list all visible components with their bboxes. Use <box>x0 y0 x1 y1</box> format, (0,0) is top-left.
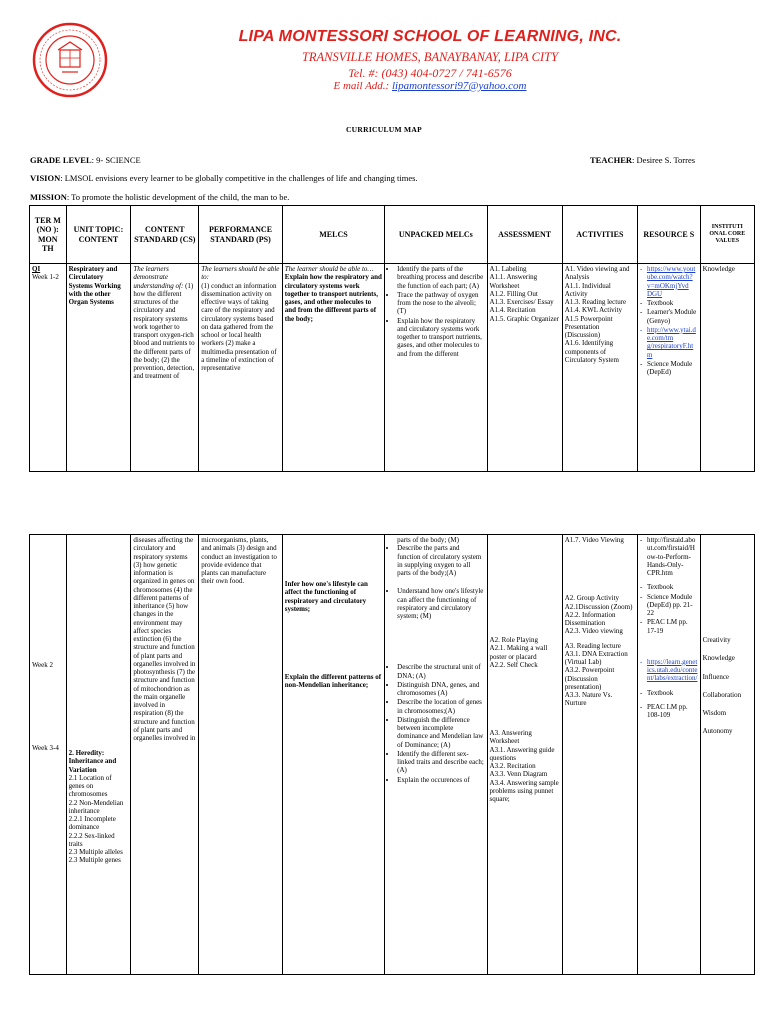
col-unpacked: UNPACKED MELCs <box>385 206 487 264</box>
list-item: - Textbook <box>640 583 698 591</box>
content-cell: diseases affecting the circulatory and respiratory systems (3) how genetic information is organized in genes on chromosomes (4) the different patterns of inheritance (5) how changes in the environment may affect species extinction (6) the structure and function of plant parts and organelles involved in photosynthesis (7) the structure and function of mitochondrion as the main organelle involved in respiration (8) the structure and function of plant parts and organelles involved in <box>131 535 199 975</box>
performance-cell <box>199 264 283 472</box>
list-item: A3.2. Powerpoint (Discussion presentation) <box>564 666 615 691</box>
list-item: A3. Reading lecture <box>564 641 621 650</box>
col-melcs: MELCS <box>282 206 384 264</box>
school-name: LIPA MONTESSORI SCHOOL OF LEARNING, INC. <box>238 28 622 45</box>
list-item: - http://firstaid.about.com/firstaid/How-to-Perform-Hands-Only-CPR.htm <box>640 536 698 577</box>
list-item: A3.3. Nature Vs. Nurture <box>564 691 613 708</box>
melcs-lifestyle: Infer how one's lifestyle can affect the functioning of respiratory and circulatory systems; <box>284 580 368 613</box>
list-item: A3.4. Answering sample problems using punnet square; <box>489 778 559 803</box>
header-row <box>30 206 755 264</box>
teacher-label: TEACHER <box>590 155 633 165</box>
list-item: A2.1. Making a wall poster or placard <box>489 644 548 661</box>
list-item: A1.4. KWL Activity <box>564 306 623 315</box>
list-item: A3. Answering Worksheet <box>489 729 532 746</box>
list-item: • Describe the location of genes in chromosomes;(A) <box>397 698 484 715</box>
col-activities: ACTIVITIES <box>562 206 637 264</box>
grade-level-value: : 9- SCIENCE <box>91 155 141 165</box>
unpacked-list-a <box>387 544 484 620</box>
list-item: - Learner's Module (Genyo) <box>640 308 698 325</box>
list-item: • Distinguish the difference between incomplete dominance and Mendelian law of Dominance; (A) <box>397 716 484 749</box>
core-value: Influence <box>702 672 730 681</box>
list-item: A1.4. Recitation <box>489 306 536 315</box>
list-item: • Identify the different sex-linked traits and describe each; (A) <box>397 750 484 775</box>
assessment-cell <box>487 535 562 975</box>
assessment-cell <box>487 264 562 472</box>
melcs-inheritance: Explain the different patterns of non-Mendelian inheritance; <box>284 673 382 690</box>
table-row <box>30 535 755 975</box>
list-item: A3.1. DNA Extraction (Virtual Lab) <box>564 649 628 666</box>
unpacked-continuation: parts of the body; (M) <box>397 536 459 544</box>
core-value: Autonomy <box>702 727 733 736</box>
grade-level <box>30 155 141 165</box>
unpacked-list-b <box>387 663 484 784</box>
core-value: Knowledge <box>702 654 735 663</box>
melcs-body: Explain how the respiratory and circulatory systems work together to transport nutrients, gases, and other molecules to and from the different parts of the body; <box>284 273 382 323</box>
content-lead: The learners demonstrate understanding of: <box>133 265 184 290</box>
school-email-line <box>140 80 720 92</box>
resource-link[interactable]: - https://www.youtube.com/watch?v=mOKmjYvd DGU <box>640 265 698 298</box>
list-item: A1. Video viewing and Analysis <box>564 265 630 282</box>
melcs-cell <box>282 535 384 975</box>
list-item: A1. Labeling <box>489 265 527 273</box>
list-item: 2.2.1 Incomplete dominance <box>68 815 116 832</box>
list-item: A2. Role Playing <box>489 636 538 644</box>
list-item: 2.2 Non-Mendelian inheritance <box>68 798 124 815</box>
list-item: • Explain how the respiratory and circulatory systems work together to transport nutrients, gases, and other molecules to and from the different <box>397 317 484 358</box>
resources-cell <box>637 264 700 472</box>
list-item: • Understand how one's lifestyle can affect the functioning of respiratory and circulatory system; (M) <box>397 587 484 620</box>
list-item: • Identify the parts of the breathing process and describe the function of each part; (A) <box>397 265 484 290</box>
unpacked-cell <box>385 264 487 472</box>
content-cell <box>131 264 199 472</box>
resources-list-b <box>640 658 698 720</box>
unpacked-cell <box>385 535 487 975</box>
list-item: 2.1 Location of genes on chromosomes <box>68 773 112 799</box>
page-gap <box>0 482 768 506</box>
document-title: CURRICULUM MAP <box>345 125 423 134</box>
list-item: A1.3. Exercises/ Essay <box>489 298 554 306</box>
curriculum-table-page-1 <box>29 205 755 472</box>
email-label: E mail Add.: <box>333 80 390 92</box>
list-item: 2.3 Multiple alleles <box>68 848 123 856</box>
school-telephone: Tel. #: (043) 404-0727 / 741-6576 <box>348 66 512 80</box>
resource-link[interactable]: - http://www.ytai.de.com/tm g/respiratoryF.htm <box>640 326 698 359</box>
resources-list-a <box>640 536 698 635</box>
resources-cell <box>637 535 700 975</box>
list-item: A2.2. Information Dissemination <box>564 610 616 627</box>
list-item: 2.3 Multiple genes <box>68 856 121 865</box>
core-value: Creativity <box>702 636 731 644</box>
col-content: CONTENT STANDARD (CS) <box>131 206 199 264</box>
performance-body: (1) conduct an information dissemination activity on effective ways of taking care of the respiratory and circulatory systems based on data gathered from the school or local health workers (2) make a multimedia presentation of a timeline of extinction of representative <box>201 281 277 372</box>
list-item: A1.1. Individual Activity <box>564 281 611 298</box>
teacher <box>590 155 695 165</box>
term-week: Week 1-2 <box>32 273 59 282</box>
list-item: A1.5. Graphic Organizer <box>489 314 559 323</box>
term-week-3-4: Week 3-4 <box>32 744 59 753</box>
values-cell <box>700 535 754 975</box>
mission-label: MISSION <box>30 192 67 202</box>
resource-link[interactable]: - https://learn.genetics.utah.edu/content/labs/extraction/ <box>640 658 698 683</box>
values-cell: Knowledge <box>700 264 754 472</box>
list-item: - Science Module (DepEd) pp. 21-22 <box>640 593 698 618</box>
school-address: TRANSVILLE HOMES, BANAYBANAY, LIPA CITY <box>301 50 559 64</box>
col-term: TER M (NO ): MON TH <box>30 206 67 264</box>
term-week-2: Week 2 <box>32 661 54 669</box>
term-cell <box>30 264 67 472</box>
list-item: • Trace the pathway of oxygen from the nose to the alveoli; (T) <box>397 291 484 316</box>
list-item: A1.3. Reading lecture <box>564 298 627 306</box>
vision <box>30 173 418 183</box>
mission-value: : To promote the holistic development of the child, the man to be. <box>66 192 290 202</box>
mission <box>30 192 289 202</box>
list-item: - Textbook <box>640 299 698 307</box>
list-item: A2.3. Video viewing <box>564 627 623 636</box>
activities-cell <box>562 264 637 472</box>
list-item: A3.2. Recitation <box>489 762 536 770</box>
core-value: Collaboration <box>702 690 742 699</box>
list-item: A1.5 Powerpoint Presentation (Discussion) <box>564 314 613 339</box>
list-item: A1.7. Video Viewing <box>564 536 624 544</box>
list-item: - Textbook <box>640 689 698 697</box>
melcs-cell <box>282 264 384 472</box>
list-item: • Describe the parts and function of circulatory system in supplying oxygen to all parts of the body;(A) <box>397 544 484 577</box>
school-logo <box>32 22 108 98</box>
melcs-lead: The learner should be able to… <box>284 265 374 273</box>
list-item: • Describe the structural unit of DNA; (A) <box>397 663 484 680</box>
term-quarter: QI <box>32 265 41 273</box>
vision-label: VISION <box>30 173 61 183</box>
col-performance: PERFORMANCE STANDARD (PS) <box>199 206 283 264</box>
col-unit: UNIT TOPIC: CONTENT <box>66 206 131 264</box>
curriculum-table-page-2 <box>29 534 755 975</box>
unpacked-list <box>387 265 484 358</box>
list-item: 2.2.2 Sex-linked traits <box>68 831 115 848</box>
list-item: - PEAC LM pp. 108-109 <box>640 703 698 720</box>
vision-value: : LMSOL envisions every learner to be globally competitive in the challenges of life and changing times. <box>60 173 418 183</box>
content-body: (1) how the different structures of the circulatory and respiratory systems work together to transport oxygen-rich blood and nutrients to the different parts of the body; (2) the prevention, detection, and treatment of <box>133 281 195 381</box>
page-1 <box>0 0 768 482</box>
list-item: • Explain the occurences of <box>397 776 484 784</box>
list-item: • Distinguish DNA, genes, and chromosomes (A) <box>397 681 484 698</box>
unit-title: 2. Heredity: Inheritance and Variation <box>68 749 117 774</box>
list-item: A2.2. Self Check <box>489 660 538 669</box>
list-item: A1.1. Answering Worksheet <box>489 273 538 290</box>
list-item: A1.2. Filling Out <box>489 289 538 298</box>
teacher-value: : Desiree S. Torres <box>632 155 696 165</box>
list-item: A3.1. Answering guide questions <box>489 745 555 762</box>
email-link[interactable]: lipamontessori97@yahoo.com <box>391 80 527 92</box>
list-item: A3.3. Venn Diagram <box>489 770 548 779</box>
list-item: A2. Group Activity <box>564 594 619 603</box>
list-item: - Science Module (DepEd) <box>640 360 698 377</box>
col-institutional: INSTITUTI ONAL CORE VALUES <box>700 206 754 264</box>
performance-cell: microorganisms, plants, and animals (3) design and conduct an investigation to provide evidence that plants can manufacture their own food. <box>199 535 283 975</box>
performance-lead: The learners should be able to: <box>201 265 280 282</box>
unit-cell: Respiratory and Circulatory Systems Working with the other Organ Systems <box>66 264 131 472</box>
col-resources: RESOURCE S <box>637 206 700 264</box>
list-item: A1.6. Identifying components of Circulatory System <box>564 339 619 364</box>
term-cell <box>30 535 67 975</box>
resources-list <box>640 265 698 376</box>
activities-cell <box>562 535 637 975</box>
col-assessment: ASSESSMENT <box>487 206 562 264</box>
unit-cell <box>66 535 131 975</box>
list-item: A2.1Discussion (Zoom) <box>564 602 633 611</box>
list-item: - PEAC LM pp. 17-19 <box>640 618 698 635</box>
grade-level-label: GRADE LEVEL <box>30 155 92 165</box>
core-value: Wisdom <box>702 709 727 717</box>
page-2 <box>0 506 768 1024</box>
table-row <box>30 264 755 472</box>
